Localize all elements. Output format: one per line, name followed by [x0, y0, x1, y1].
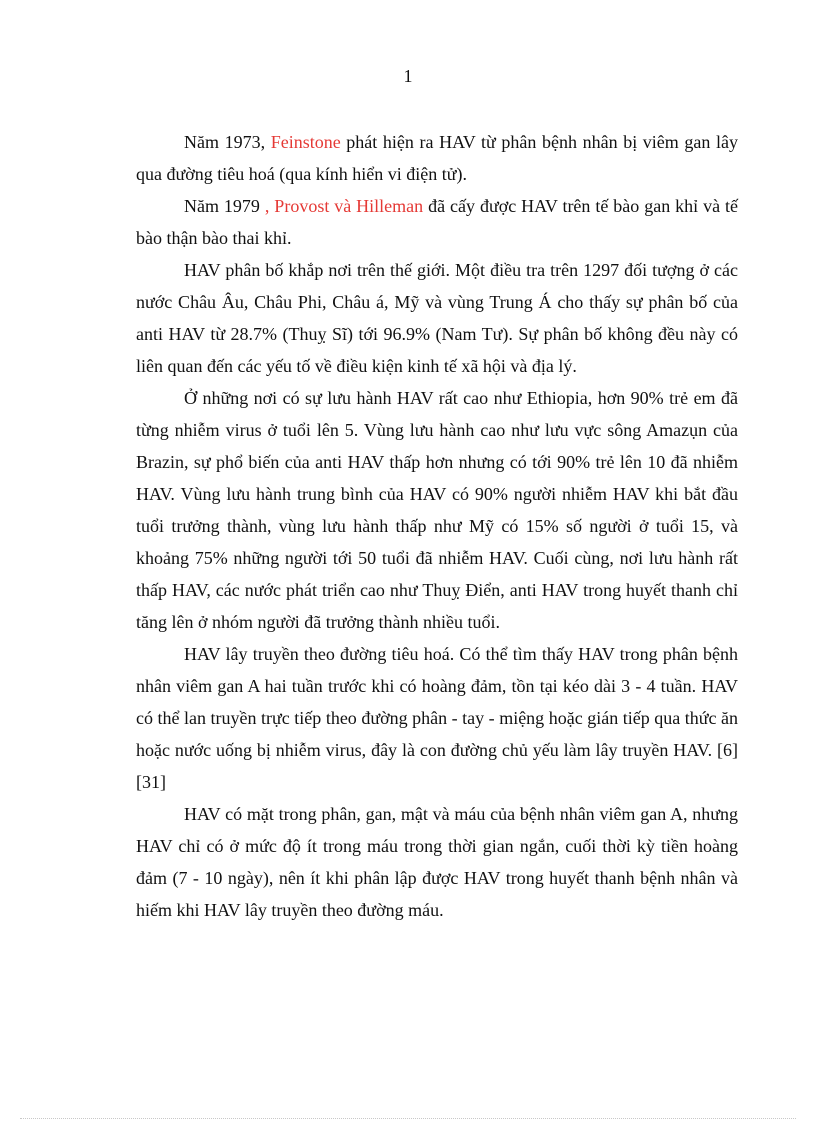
paragraph-prevalence: Ở những nơi có sự lưu hành HAV rất cao như Ethiopia, hơn 90% trẻ em đã từng nhiễm virus ở tuổi lên 5. Vùng lưu hành cao như lưu vực sông Amazụn của Brazin, sự phổ biến của anti HAV thấp hơn nhưng có tới 90% trẻ lên 10 đã nhiễm HAV. Vùng lưu hành trung bình của HAV có 90% người nhiễm HAV khi bắt đầu tuổi trưởng thành, vùng lưu hành thấp như Mỹ có 15% số người ở tuổi 15, và khoảng 75% những người tới 50 tuổi đã nhiễm HAV. Cuối cùng, nơi lưu hành rất thấp HAV, các nước phát triển cao như Thuỵ Điển, anti HAV trong huyết thanh chỉ tăng lên ở nhóm người đã trưởng thành nhiều tuổi.	[136, 388, 738, 632]
paragraph-text: Năm 1979	[184, 196, 265, 216]
paragraph-text: Năm 1973,	[184, 132, 271, 152]
paragraph-feinstone	[136, 126, 738, 190]
paragraph-transmission: HAV lây truyền theo đường tiêu hoá. Có thể tìm thấy HAV trong phân bệnh nhân viêm gan A hai tuần trước khi có hoàng đảm, tồn tại kéo dài 3 - 4 tuần. HAV có thể lan truyền trực tiếp theo đường phân - tay - miệng hoặc gián tiếp qua thức ăn hoặc nước uống bị nhiễm virus, đây là con đường chủ yếu làm lây truyền HAV. [6] [31]	[136, 644, 738, 792]
page-number: 1	[403, 66, 413, 86]
paragraph-presence: HAV có mặt trong phân, gan, mật và máu của bệnh nhân viêm gan A, nhưng HAV chỉ có ở mức độ ít trong máu trong thời gian ngắn, cuối thời kỳ tiền hoàng đảm (7 - 10 ngày), nên ít khi phân lập được HAV trong huyết thanh bệnh nhân và hiếm khi HAV lây truyền theo đường máu.	[136, 804, 738, 920]
paragraph-text: đã cấy được HAV trên tế bào gan khỉ và tế bào thận bào thai khỉ.	[136, 196, 738, 248]
paragraph-distribution: HAV phân bố khắp nơi trên thế giới. Một điều tra trên 1297 đối tượng ở các nước Châu Âu, Châu Phi, Châu á, Mỹ và vùng Trung Á cho thấy sự phân bố của anti HAV từ 28.7% (Thuỵ Sĩ) tới 96.9% (Nam Tư). Sự phân bố không đều này có liên quan đến các yếu tố về điều kiện kinh tế xã hội và địa lý.	[136, 260, 738, 376]
highlighted-name: Feinstone	[270, 132, 341, 152]
paragraph-text: phát hiện ra HAV từ phân bệnh nhân bị viêm gan lây qua đường tiêu hoá (qua kính hiển vi điện tử).	[136, 132, 738, 184]
paragraph-provost	[136, 190, 738, 254]
page-bottom-divider	[20, 1118, 796, 1119]
highlighted-name: , Provost và Hilleman	[264, 196, 424, 216]
document-body	[136, 126, 738, 926]
